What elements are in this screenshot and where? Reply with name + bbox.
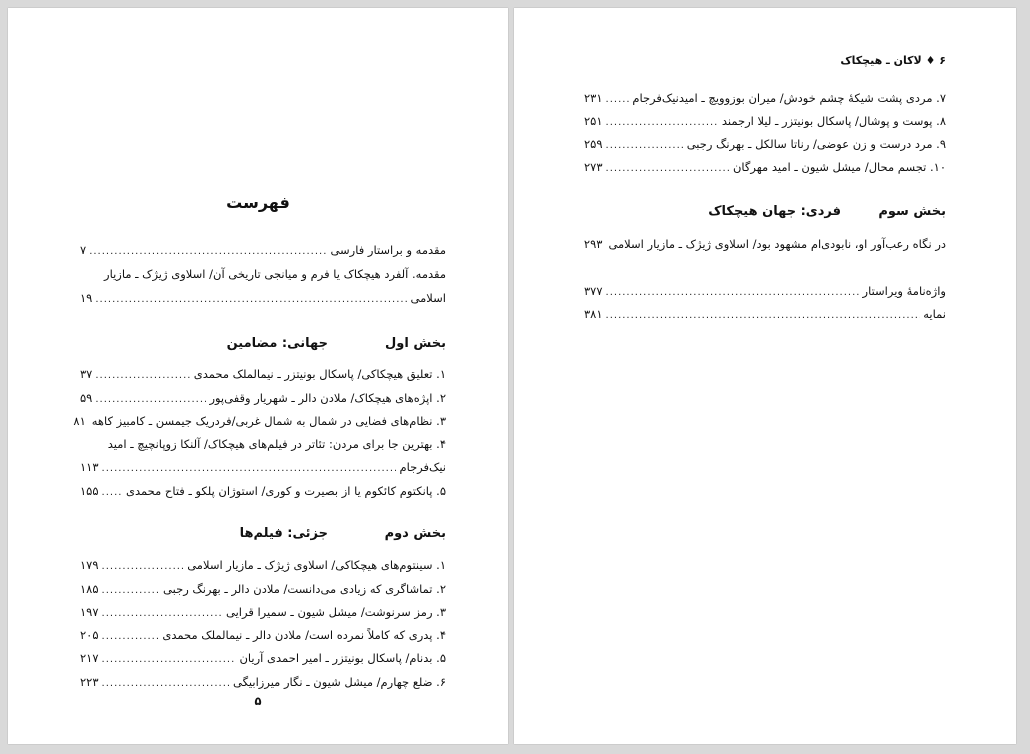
toc-entry: ۴. پدری که کاملاً نمرده است/ ملادن دالر ـ نیمالملک محمدی ..... ۲۰۵ [80, 627, 446, 645]
toc-entry: ۱۰. تجسم محال/ میشل شیون ـ امید مهرگان ..... ۲۷۳ [584, 159, 946, 177]
toc-entry: ۵. بدنام/ پاسکال بونیتزر ـ امیر احمدی آریان ..... ۲۱۷ [80, 650, 446, 668]
toc-entry: ۶. ضلع چهارم/ میشل شیون ـ نگار میرزابیگی ..... ۲۲۳ [80, 674, 446, 692]
part1-label: بخش اول [385, 336, 446, 351]
toc-entry: ۱. سینتوم‌های هیچکاکی/ اسلاوی ژیژک ـ مازیار اسلامی ..... ۱۷۹ [80, 557, 446, 575]
part1-subtitle: جهانی: مضامین [226, 336, 328, 351]
toc-entry: ۸. پوست و پوشال/ پاسکال بونیتزر ـ لیلا ارجمند ..... ۲۵۱ [584, 113, 946, 131]
toc-entry: ۲. اپژه‌های هیچکاک/ ملادن دالر ـ شهریار وقفی‌پور ..... ۵۹ [80, 390, 446, 408]
toc-title: فهرست [226, 193, 290, 212]
toc-entry: ۵. پانکتوم کائکوم یا از بصیرت و کوری/ استوژان پلکو ـ فتاح محمدی ..... ۱۵۵ [80, 483, 446, 501]
left-page [8, 8, 508, 744]
part2-subtitle: جزئی: فیلم‌ها [239, 526, 328, 541]
running-head: ۶ ♦ لاکان ـ هیچکاک [840, 54, 946, 67]
toc-entry: ۲. تماشاگری که زیادی می‌دانست/ ملادن دالر ـ بهرنگ رجبی ..... ۱۸۵ [80, 581, 446, 599]
part3-label: بخش سوم [878, 204, 946, 219]
toc-entry: اسلامی ..... ۱۹ [80, 290, 446, 308]
part2-label: بخش دوم [384, 526, 446, 541]
toc-entry: واژه‌نامهٔ ویراستار ..... ۳۷۷ [584, 283, 946, 301]
toc-entry: در نگاه رعب‌آور او، نابودی‌ام مشهود بود/ اسلاوی ژیژک ـ مازیار اسلامی ۲۹۳ [583, 237, 946, 251]
toc-entry: ۳. نظام‌های فضایی در شمال به شمال غربی/فردریک جیمسن ـ کامبیز کاهه ۸۱ [73, 414, 446, 428]
toc-entry: ۷. مردی پشت شیکهٔ چشم خودش/ میران بوزوویچ ـ امیدنیک‌فرجام ..... ۲۳۱ [584, 90, 946, 108]
toc-entry: ۱. تعلیق هیچکاکی/ پاسکال بونیتزر ـ نیمالملک محمدی ..... ۳۷ [80, 366, 446, 384]
page-number: ۵ [254, 694, 262, 708]
toc-entry: نیک‌فرجام ..... ۱۱۳ [80, 459, 446, 477]
right-page [514, 8, 1016, 744]
toc-entry: مقدمه. آلفرد هیچکاک یا فرم و میانجی تاریخی آن/ اسلاوی ژیژک ـ مازیار [104, 267, 446, 281]
toc-entry: ۹. مرد درست و زن عوضی/ رناتا سالکل ـ بهرنگ رجبی ..... ۲۵۹ [584, 136, 946, 154]
toc-entry: نمایه ..... ۳۸۱ [584, 306, 946, 324]
part3-subtitle: فردی: جهان هیچکاک [708, 204, 841, 219]
toc-entry: مقدمه و براستار فارسی ..... ۷ [80, 242, 446, 260]
toc-entry: ۳. رمز سرنوشت/ میشل شیون ـ سمیرا قرایی ..... ۱۹۷ [80, 604, 446, 622]
toc-entry: ۴. بهترین جا برای مردن: تئاتر در فیلم‌های هیچکاک/ آلنکا زوپانچیچ ـ امید [107, 437, 446, 451]
